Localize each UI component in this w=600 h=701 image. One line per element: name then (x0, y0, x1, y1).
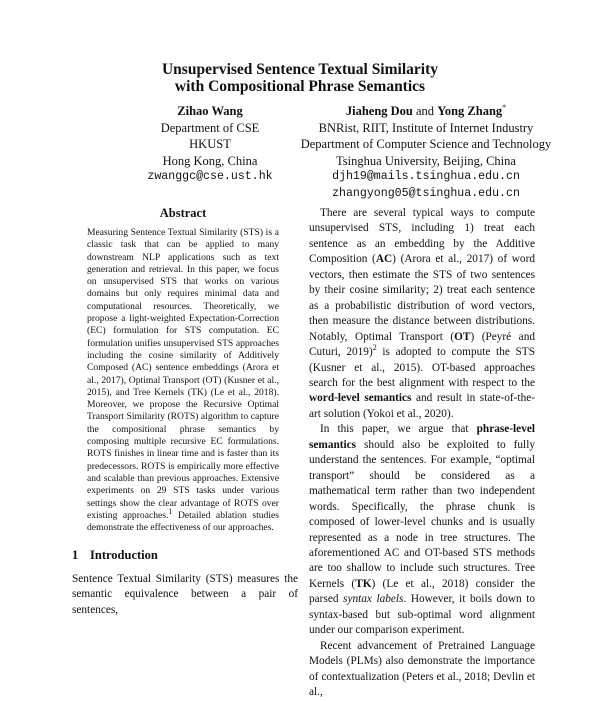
intro-paragraph-left: Sentence Textual Similarity (STS) measures the semantic equivalence between a pair of sentences, (72, 573, 298, 616)
section-title: Introduction (90, 548, 158, 562)
corresponding-author-mark: * (502, 102, 507, 112)
author-block-1 (130, 103, 290, 186)
footnote-mark: 1 (168, 506, 173, 516)
author-name: Jiaheng Dou (345, 104, 413, 118)
paper-title-line-1: Unsupervised Sentence Textual Similarity (161, 61, 438, 78)
author-affiliation: HKUST (189, 137, 231, 151)
body-paragraph: There are several typical ways to compute unsupervised STS, including 1) treat each sentence as an embedding by the Additive Composition (AC) (Arora et al., 2017) of word vectors, then estimate the STS of two sentences by their cosine similarity; 2) treat each sentence as a probabilistic distribution of word vectors, then measure the distance between distributions. Notably, Optimal Transport (OT) (Peyré and Cuturi, 2019)$^2$ is adopted to compute the STS (Kusner et al., 2015). OT-based approaches search for the best alignment with respect to the word-level semantics and result in state-of-the-art solution (Yokoi et al., 2020). (309, 207, 535, 420)
author-affiliation: Department of Computer Science and Technology (300, 137, 552, 151)
author-block-2 (268, 103, 584, 202)
body-paragraph: Recent advancement of Pretrained Language Models (PLMs) also demonstrate the importance of contextualization (Peters et al., 2018; Devlin et al., (309, 639, 535, 699)
author-email[interactable]: zhangyong05@tsinghua.edu.cn (332, 186, 520, 200)
author-email[interactable]: djh19@mails.tsinghua.edu.cn (332, 170, 520, 183)
author-name: Zihao Wang (177, 104, 243, 118)
right-column-body (309, 206, 535, 701)
author-email[interactable]: zwanggc@cse.ust.hk (147, 170, 273, 183)
footnote-mark: 2 (372, 343, 377, 353)
author-affiliation: BNRist, RIIT, Institute of Internet Industry (318, 120, 534, 135)
author-affiliation: Department of CSE (160, 120, 260, 135)
author-affiliation: Tsinghua University, Beijing, China (336, 153, 516, 168)
section-number: 1 (72, 548, 79, 562)
section-heading (72, 548, 158, 563)
author-and: and (416, 104, 435, 118)
abstract-heading: Abstract (159, 206, 207, 220)
paper-title-line-2: with Compositional Phrase Semantics (174, 78, 426, 95)
abstract-text: Measuring Sentence Textual Similarity (STS) is a classic task that can be applied to many downstream NLP applications such as text generation and retrieval. In this paper, we focus on unsupervised STS that works on various domains but only requires minimal data and computational resources. Theoretically, we propose a light-weighted Expectation-Correction (EC) formulation for STS computation. EC formulation unifies unsupervised STS approaches including the cosine similarity of Additively Composed (AC) sentence embeddings (Arora et al., 2017), Optimal Transport (OT) (Kusner et al., 2015), and Tree Kernels (TK) (Le et al., 2018). Moreover, we propose the Recursive Optimal Transport Similarity (ROTS) algorithm to capture the compositional phrase semantics by composing multiple recursive EC formulations. ROTS finishes in linear time and is faster than its predecessors. ROTS is empirically more effective and scalable than previous approaches. Extensive experiments on 29 STS tasks under various settings show the clear advantage of ROTS over existing approaches.$^1$ Detailed ablation studies demonstrate the effectiveness of our approaches. (87, 227, 279, 534)
author-affiliation: Hong Kong, China (162, 153, 258, 168)
body-paragraph: In this paper, we argue that phrase-level semantics should also be exploited to fully understand the sentences. For example, “optimal transport” should be considered as a mathematical term rather than two independent words. Specifically, the phrase chunk is composed of lower-level chunks and is usually represented as a node in tree structures. The aforementioned AC and OT-based STS methods are too shallow to include such structures. Tree Kernels (TK) (Le et al., 2018) consider the parsed syntax labels. However, it boils down to syntax-based but sub-optimal word alignment under our comparison experiment. (309, 423, 536, 637)
author-name: Yong Zhang (437, 104, 503, 118)
